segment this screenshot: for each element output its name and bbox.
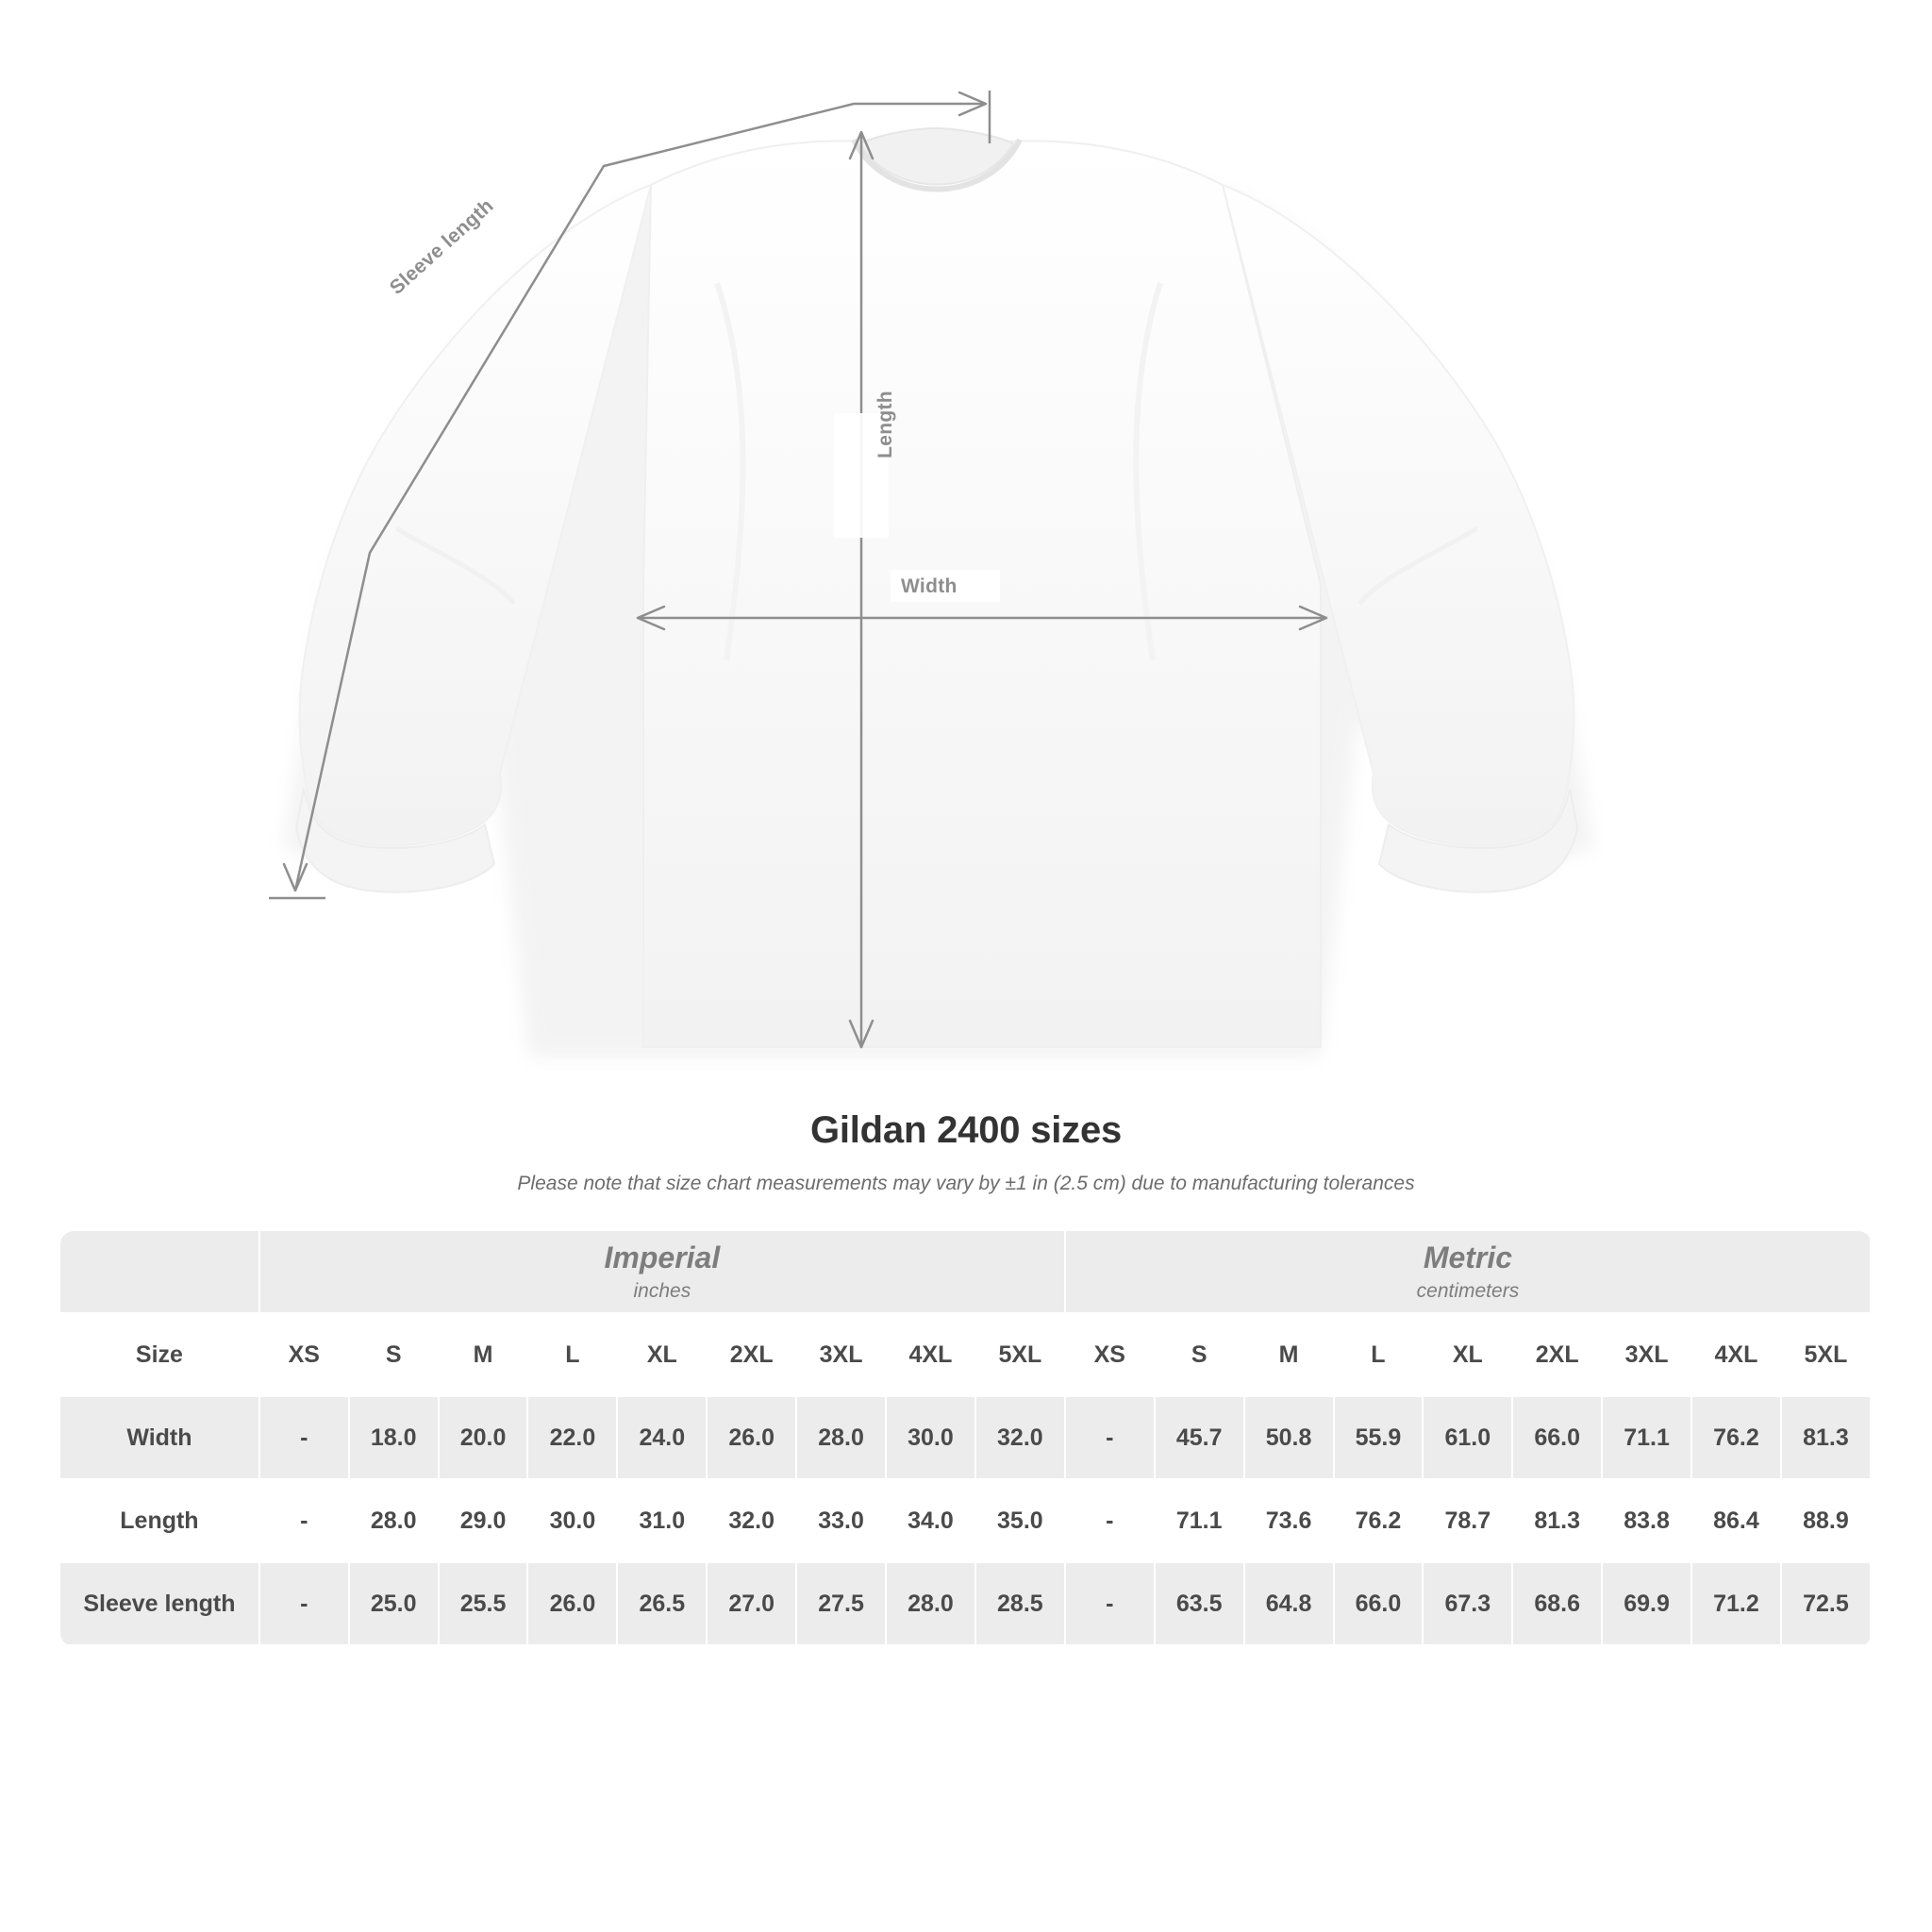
cell-sleeve-imperial-4xl: 28.0: [886, 1562, 975, 1645]
page-title: Gildan 2400 sizes: [809, 1109, 1123, 1151]
unit-group-metric-name: Metric: [1423, 1240, 1513, 1274]
cell-sleeve-metric-4xl: 71.2: [1691, 1562, 1781, 1645]
cell-length-imperial-s: 28.0: [349, 1479, 439, 1562]
row-label-sleeve-length: Sleeve length: [60, 1562, 259, 1645]
size-header-metric-s: S: [1155, 1313, 1244, 1396]
cell-width-metric-xl: 61.0: [1423, 1396, 1512, 1479]
cell-width-imperial-4xl: 30.0: [886, 1396, 975, 1479]
size-header-imperial-5xl: 5XL: [975, 1313, 1065, 1396]
cell-length-metric-xl: 78.7: [1423, 1479, 1512, 1562]
cell-width-metric-s: 45.7: [1155, 1396, 1244, 1479]
size-header-imperial-m: M: [439, 1313, 528, 1396]
size-header-metric-4xl: 4XL: [1691, 1313, 1781, 1396]
row-label-length: Length: [60, 1479, 259, 1562]
cell-length-imperial-3xl: 33.0: [796, 1479, 886, 1562]
cell-sleeve-metric-3xl: 69.9: [1602, 1562, 1691, 1645]
cell-length-imperial-l: 30.0: [527, 1479, 617, 1562]
size-table: [60, 1231, 1872, 1646]
dimension-label-width: Width: [901, 575, 958, 597]
size-header-imperial-2xl: 2XL: [707, 1313, 796, 1396]
cell-sleeve-metric-xs: -: [1065, 1562, 1155, 1645]
cell-sleeve-imperial-l: 26.0: [527, 1562, 617, 1645]
size-header-metric-xs: XS: [1065, 1313, 1155, 1396]
unit-group-metric: [1065, 1231, 1871, 1313]
table-row: [60, 1396, 1871, 1479]
cell-sleeve-metric-xl: 67.3: [1423, 1562, 1512, 1645]
cell-length-metric-s: 71.1: [1155, 1479, 1244, 1562]
cell-width-metric-m: 50.8: [1244, 1396, 1334, 1479]
cell-length-imperial-xl: 31.0: [617, 1479, 707, 1562]
unit-group-row: [60, 1231, 1871, 1313]
cell-length-metric-l: 76.2: [1334, 1479, 1424, 1562]
size-header-row: [60, 1313, 1871, 1396]
cell-width-metric-4xl: 76.2: [1691, 1396, 1781, 1479]
cell-length-imperial-2xl: 32.0: [707, 1479, 796, 1562]
table-row: [60, 1562, 1871, 1645]
row-label-width: Width: [60, 1396, 259, 1479]
cell-length-imperial-xs: -: [259, 1479, 349, 1562]
cell-width-imperial-l: 22.0: [527, 1396, 617, 1479]
size-header-label: Size: [60, 1313, 259, 1396]
unit-group-imperial-sub: inches: [633, 1280, 691, 1303]
size-header-imperial-l: L: [527, 1313, 617, 1396]
cell-width-imperial-2xl: 26.0: [707, 1396, 796, 1479]
cell-length-imperial-4xl: 34.0: [886, 1479, 975, 1562]
title-block: [0, 1109, 1932, 1195]
cell-sleeve-imperial-3xl: 27.5: [796, 1562, 886, 1645]
cell-sleeve-imperial-xl: 26.5: [617, 1562, 707, 1645]
cell-sleeve-metric-5xl: 72.5: [1781, 1562, 1871, 1645]
cell-width-imperial-3xl: 28.0: [796, 1396, 886, 1479]
cell-width-metric-2xl: 66.0: [1512, 1396, 1602, 1479]
cell-sleeve-metric-l: 66.0: [1334, 1562, 1424, 1645]
cell-width-imperial-5xl: 32.0: [975, 1396, 1065, 1479]
dimension-label-length: Length: [874, 391, 896, 458]
unit-group-imperial-name: Imperial: [604, 1240, 721, 1274]
cell-sleeve-imperial-s: 25.0: [349, 1562, 439, 1645]
cell-sleeve-imperial-2xl: 27.0: [707, 1562, 796, 1645]
size-header-imperial-xl: XL: [617, 1313, 707, 1396]
size-header-imperial-xs: XS: [259, 1313, 349, 1396]
cell-length-metric-xs: -: [1065, 1479, 1155, 1562]
size-header-imperial-4xl: 4XL: [886, 1313, 975, 1396]
size-header-metric-m: M: [1244, 1313, 1334, 1396]
cell-width-imperial-xl: 24.0: [617, 1396, 707, 1479]
size-header-metric-5xl: 5XL: [1781, 1313, 1871, 1396]
unit-group-imperial: [259, 1231, 1065, 1313]
table-row: [60, 1479, 1871, 1562]
cell-length-imperial-m: 29.0: [439, 1479, 528, 1562]
cell-width-imperial-m: 20.0: [439, 1396, 528, 1479]
cell-length-imperial-5xl: 35.0: [975, 1479, 1065, 1562]
cell-length-metric-4xl: 86.4: [1691, 1479, 1781, 1562]
cell-sleeve-imperial-m: 25.5: [439, 1562, 528, 1645]
cell-width-metric-3xl: 71.1: [1602, 1396, 1691, 1479]
cell-width-metric-xs: -: [1065, 1396, 1155, 1479]
cell-length-metric-3xl: 83.8: [1602, 1479, 1691, 1562]
size-header-metric-2xl: 2XL: [1512, 1313, 1602, 1396]
size-header-metric-xl: XL: [1423, 1313, 1512, 1396]
cell-sleeve-metric-2xl: 68.6: [1512, 1562, 1602, 1645]
size-header-metric-l: L: [1334, 1313, 1424, 1396]
size-header-imperial-3xl: 3XL: [796, 1313, 886, 1396]
cell-width-imperial-s: 18.0: [349, 1396, 439, 1479]
cell-length-metric-m: 73.6: [1244, 1479, 1334, 1562]
cell-sleeve-metric-s: 63.5: [1155, 1562, 1244, 1645]
cell-width-metric-l: 55.9: [1334, 1396, 1424, 1479]
cell-length-metric-2xl: 81.3: [1512, 1479, 1602, 1562]
size-table-wrapper: [60, 1231, 1872, 1646]
size-header-imperial-s: S: [349, 1313, 439, 1396]
cell-sleeve-metric-m: 64.8: [1244, 1562, 1334, 1645]
cell-sleeve-imperial-5xl: 28.5: [975, 1562, 1065, 1645]
table-corner: [60, 1231, 259, 1313]
dimension-label-sleeve-length: Sleeve length: [385, 194, 498, 299]
cell-width-imperial-xs: -: [259, 1396, 349, 1479]
unit-group-metric-sub: centimeters: [1416, 1280, 1520, 1303]
cell-width-metric-5xl: 81.3: [1781, 1396, 1871, 1479]
cell-sleeve-imperial-xs: -: [259, 1562, 349, 1645]
size-header-metric-3xl: 3XL: [1602, 1313, 1691, 1396]
tolerance-note: Please note that size chart measurements may vary by ±1 in (2.5 cm) due to manufacturing tolerances: [517, 1173, 1415, 1194]
cell-length-metric-5xl: 88.9: [1781, 1479, 1871, 1562]
